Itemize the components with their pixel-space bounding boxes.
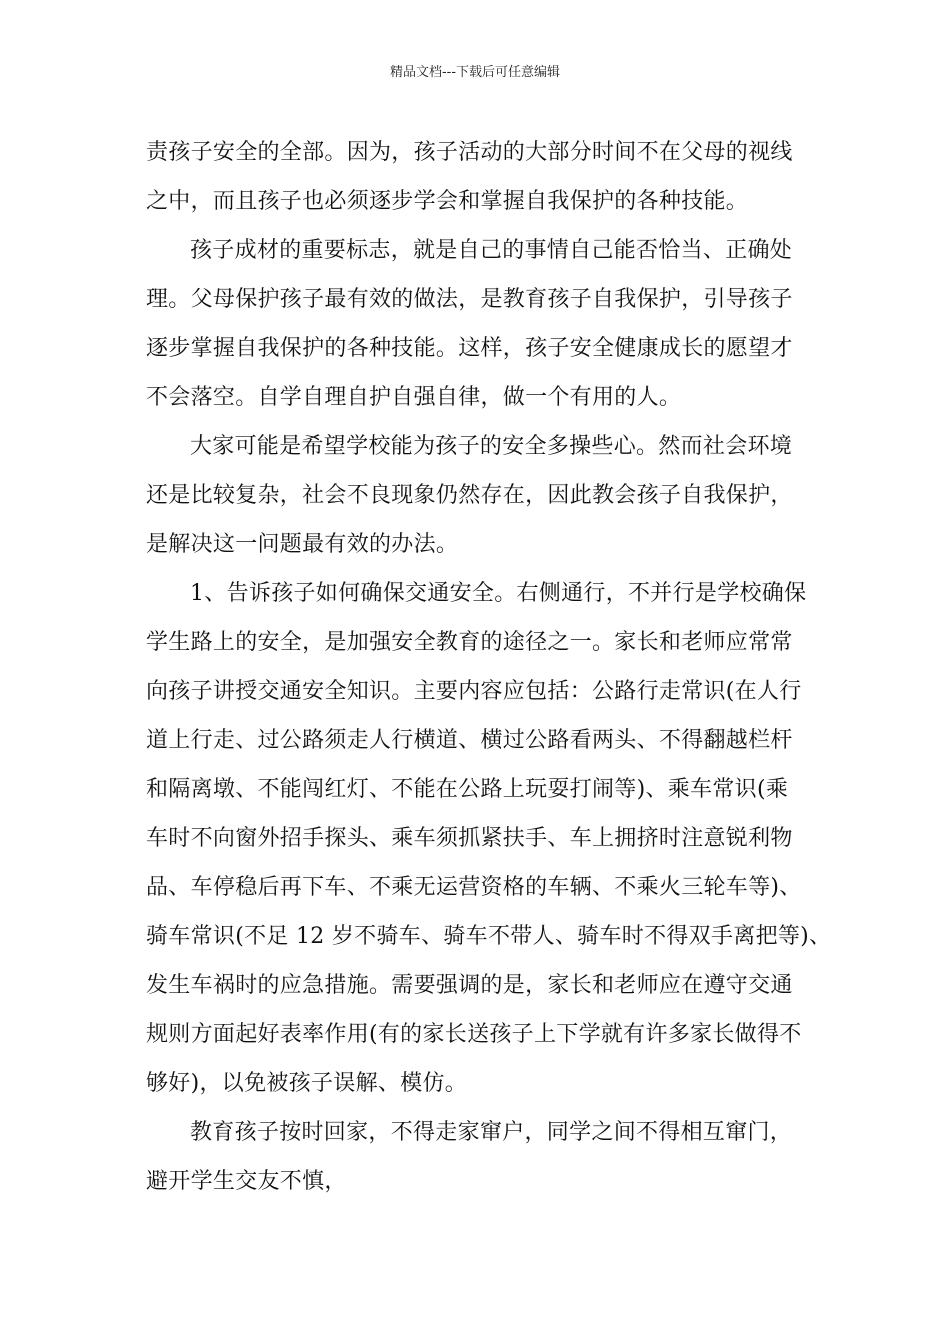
paragraph-first-line: 孩子成材的重要标志，就是自己的事情自己能否恰当、正确处 <box>190 238 793 263</box>
text-line: 还是比较复杂，社会不良现象仍然存在，因此教会孩子自我保护， <box>146 483 793 508</box>
page-header: 精品文档---下载后可任意编辑 <box>389 65 561 80</box>
paragraph-first-line: 教育孩子按时回家，不得走家窜户，同学之间不得相互窜门， <box>190 1120 793 1145</box>
text-line: 避开学生交友不慎， <box>146 1169 347 1194</box>
text-line: 是解决这一问题最有效的办法。 <box>146 532 459 557</box>
text-line: 之中，而且孩子也必须逐步学会和掌握自我保护的各种技能。 <box>146 189 749 214</box>
paragraph-first-line: 1、告诉孩子如何确保交通安全。右侧通行，不并行是学校确保 <box>190 581 807 606</box>
text-line: 不会落空。自学自理自护自强自律，做一个有用的人。 <box>146 385 682 410</box>
text-line: 规则方面起好表率作用(有的家长送孩子上下学就有许多家长做得不 <box>146 1022 802 1047</box>
text-line: 学生路上的安全，是加强安全教育的途径之一。家长和老师应常常 <box>146 630 793 655</box>
text-line: 和隔离墩、不能闯红灯、不能在公路上玩耍打闹等)、乘车常识(乘 <box>146 777 789 802</box>
text-line: 骑车常识(不足 12 岁不骑车、骑车不带人、骑车时不得双手离把等)、 <box>146 924 832 949</box>
text-line: 向孩子讲授交通安全知识。主要内容应包括：公路行走常识(在人行 <box>146 679 802 704</box>
text-line: 够好)，以免被孩子误解、模仿。 <box>146 1071 468 1096</box>
text-line: 发生车祸时的应急措施。需要强调的是，家长和老师应在遵守交通 <box>146 973 793 998</box>
body-text <box>146 128 832 1206</box>
text-line: 理。父母保护孩子最有效的做法，是教育孩子自我保护，引导孩子 <box>146 287 793 312</box>
paragraph-first-line: 大家可能是希望学校能为孩子的安全多操些心。然而社会环境 <box>190 434 793 459</box>
text-line: 车时不向窗外招手探头、乘车须抓紧扶手、车上拥挤时注意锐利物 <box>146 826 793 851</box>
text-line: 道上行走、过公路须走人行横道、横过公路看两头、不得翻越栏杆 <box>146 728 793 753</box>
text-line: 品、车停稳后再下车、不乘无运营资格的车辆、不乘火三轮车等)、 <box>146 875 802 900</box>
text-line: 逐步掌握自我保护的各种技能。这样，孩子安全健康成长的愿望才 <box>146 336 793 361</box>
text-line: 责孩子安全的全部。因为，孩子活动的大部分时间不在父母的视线 <box>146 140 793 165</box>
